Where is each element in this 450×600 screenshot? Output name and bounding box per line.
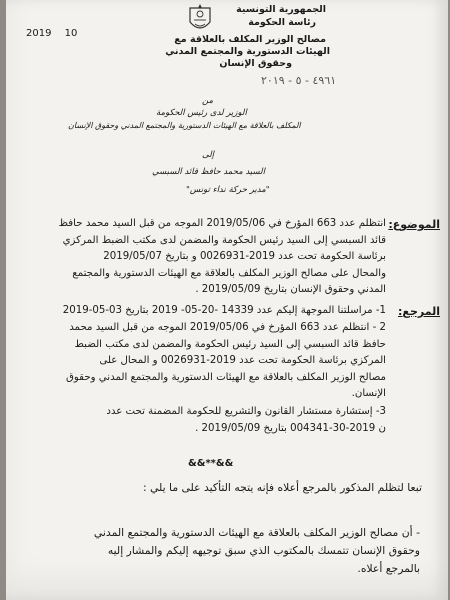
header-office-line1: مصالح الوزير المكلف بالعلاقة مع <box>174 34 326 45</box>
sender-title: المكلف بالعلاقة مع الهيئات الدستورية والمجتمع المدني وحقوق الإنسان <box>68 121 301 130</box>
reference-line: ن 2019-30-004341 بتاريخ 2019/05/09 . <box>195 422 386 434</box>
header-ministry: رئاسة الحكومة <box>248 17 316 28</box>
body-line: - أن مصالح الوزير المكلف بالعلاقة مع الهيئات الدستورية والمجتمع المدني <box>93 526 420 539</box>
date-stamp <box>26 28 77 39</box>
reference-line: 2 - انتظلم عدد 663 المؤرخ في 2019/05/06 الموجه من قبل السيد محمد <box>69 322 386 333</box>
body-intro: تبعا لتظلم المذكور بالمرجع أعلاه فإنه يتجه التأكيد على ما يلي : <box>142 481 422 494</box>
subject-line: قائد السبسي إلى السيد رئيس الحكومة والمضمن لدى مكتب الضبط المركزي <box>62 234 386 246</box>
reference-item-1: 1- مراسلتنا الموجهة إليكم عدد 14339 -20-05- 2019 بتاريخ 03-05-2019 <box>62 305 386 316</box>
reference-line: 3- إستشارة مستشار القانون والتشريع للحكومة المضمنة تحت عدد <box>106 406 386 417</box>
body-line: بالمرجع أعلاه. <box>357 562 420 575</box>
subject-line: انتظلم عدد 663 المؤرخ في 2019/05/06 الموجه من قبل السيد محمد حافظ <box>58 218 386 229</box>
section-separator: &&**&& <box>188 458 234 469</box>
header-country: الجمهورية التونسية <box>236 4 326 15</box>
tunisia-emblem-icon <box>186 2 214 36</box>
body-line: وحقوق الإنسان تتمسك بالمكتوب الذي سبق توجيهه إليكم والمشار إليه <box>107 544 420 557</box>
date-stamp-year: 2019 <box>26 28 52 39</box>
subject-line: والمحال على مصالح الوزير المكلف بالعلاقة مع الهيئات الدستورية والمجتمع <box>72 267 386 279</box>
body-bullet <box>20 524 420 578</box>
reference-line: الإنسان. <box>351 388 386 399</box>
reference-line: حافظ قائد السبسي إلى السيد رئيس الحكومة والمضمن لدى مكتب الضبط <box>74 338 386 350</box>
document-page <box>6 0 448 600</box>
subject-line: برئاسة الحكومة تحت عدد 2019-0026931 و بتاريخ 2019/05/07 <box>103 251 386 262</box>
reference-item-2 <box>26 320 386 403</box>
recipient-title: "مدير حركة نداء تونس" <box>186 185 270 195</box>
recipient-name: السيد محمد حافظ قائد السبسي <box>152 167 266 177</box>
subject-body <box>56 216 386 299</box>
reference-line: مصالح الوزير المكلف بالعلاقة مع الهيئات الدستورية والمجتمع المدني وحقوق <box>66 371 386 383</box>
handwritten-reference: ٤٩٦١ - ٥ - ٢٠١٩ <box>261 74 337 87</box>
subject-label: الموضوع: <box>388 218 440 231</box>
date-stamp-day: 10 <box>64 28 78 39</box>
header-office-line3: وحقوق الإنسان <box>219 58 292 69</box>
from-label: من <box>202 96 214 106</box>
header-office-line2: الهيئات الدستورية والمجتمع المدني <box>165 46 330 57</box>
reference-line: المركزي برئاسة الحكومة تحت عدد 2019-0026931 و المحال على <box>99 355 386 366</box>
reference-label: المرجع: <box>398 305 440 318</box>
subject-line: المدني وحقوق الإنسان بتاريخ 2019/05/09 . <box>195 284 386 295</box>
reference-item-3 <box>56 404 386 437</box>
to-label: إلى <box>202 150 215 160</box>
sender-name: الوزير لدى رئيس الحكومة <box>156 108 247 118</box>
